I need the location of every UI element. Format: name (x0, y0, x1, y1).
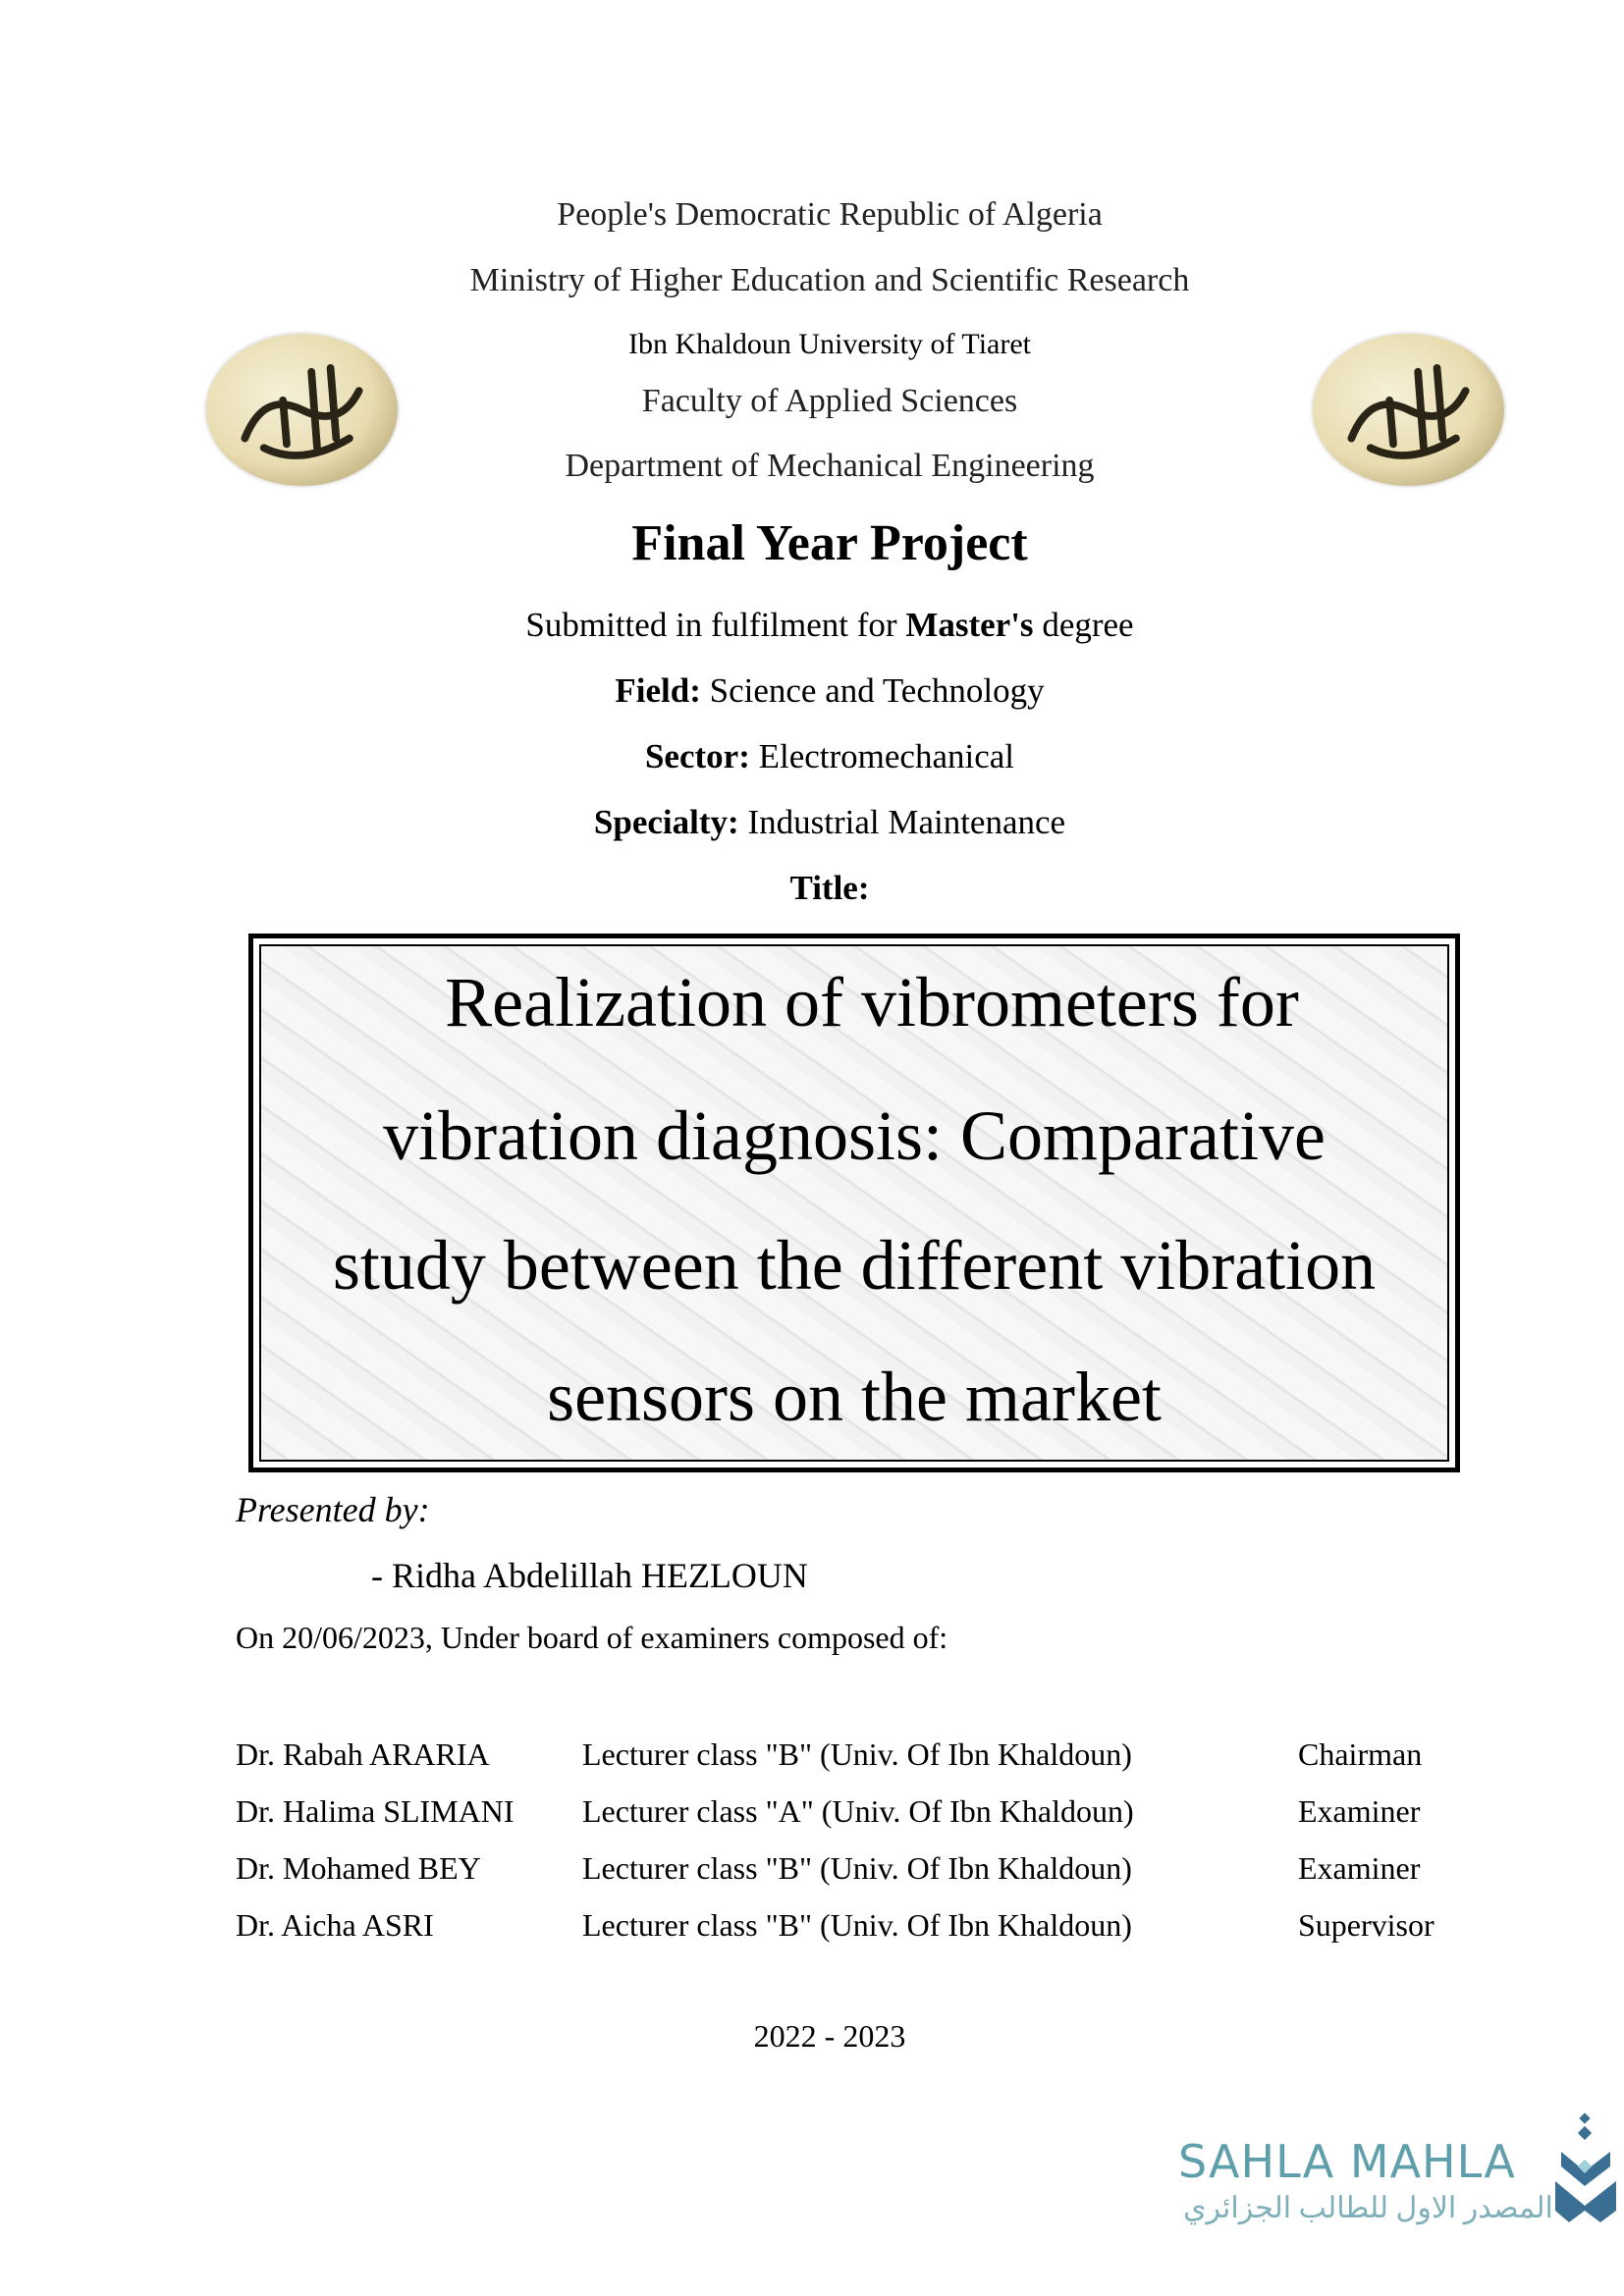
examiner-role: Examiner (1298, 1850, 1421, 1886)
title-line-2: vibration diagnosis: Comparative (383, 1096, 1326, 1175)
field-label: Field: (615, 671, 701, 710)
examiner-position: Lecturer class "A" (Univ. Of Ibn Khaldoun) (582, 1793, 1134, 1829)
field-value: Science and Technology (700, 671, 1045, 710)
title-line-1: Realization of vibrometers for (445, 963, 1299, 1041)
board-intro: On 20/06/2023, Under board of examiners composed of: (236, 1620, 948, 1655)
degree-name: Master's (905, 606, 1034, 644)
university-line: Ibn Khaldoun University of Tiaret (628, 328, 1031, 360)
examiner-name: Dr. Aicha ASRI (236, 1907, 434, 1943)
specialty-line (0, 803, 1624, 842)
watermark-tagline: المصدر الاول للطالب الجزائري (1183, 2192, 1553, 2224)
faculty-line: Faculty of Applied Sciences (641, 383, 1018, 419)
department-line: Department of Mechanical Engineering (565, 448, 1095, 484)
examiner-name: Dr. Mohamed BEY (236, 1850, 481, 1886)
examiner-name: Dr. Rabah ARARIA (236, 1736, 490, 1772)
title-label: Title: (789, 869, 870, 907)
specialty-value: Industrial Maintenance (738, 803, 1066, 841)
degree-suffix: degree (1033, 606, 1134, 644)
title-line-4: sensors on the market (547, 1358, 1162, 1436)
title-box (248, 934, 1460, 1472)
examiner-position: Lecturer class "B" (Univ. Of Ibn Khaldoun) (582, 1907, 1132, 1943)
academic-year: 2022 - 2023 (753, 2018, 906, 2054)
specialty-label: Specialty: (593, 803, 739, 841)
degree-prefix: Submitted in fulfilment for (525, 606, 906, 644)
examiner-role: Supervisor (1298, 1907, 1435, 1943)
ministry-line: Ministry of Higher Education and Scientific Research (469, 262, 1190, 298)
presented-by-label: Presented by: (236, 1490, 430, 1529)
sector-line (0, 737, 1624, 776)
author-name: - Ridha Abdelillah HEZLOUN (371, 1556, 808, 1595)
watermark-brand: SAHLA MAHLA (1178, 2135, 1516, 2188)
examiner-role: Examiner (1298, 1793, 1421, 1829)
field-line (0, 671, 1624, 711)
examiner-position: Lecturer class "B" (Univ. Of Ibn Khaldoun) (582, 1736, 1132, 1772)
examiner-position: Lecturer class "B" (Univ. Of Ibn Khaldoun) (582, 1850, 1132, 1886)
title-line-3: study between the different vibration (332, 1226, 1377, 1305)
sector-value: Electromechanical (749, 737, 1015, 775)
degree-line (0, 606, 1624, 645)
examiner-name: Dr. Halima SLIMANI (236, 1793, 514, 1829)
document-heading: Final Year Project (631, 515, 1028, 571)
examiner-role: Chairman (1298, 1736, 1423, 1772)
sahla-mahla-logo-icon (1551, 2112, 1620, 2228)
sector-label: Sector: (644, 737, 750, 775)
title-box-inner (259, 944, 1449, 1462)
republic-line: People's Democratic Republic of Algeria (557, 196, 1103, 233)
